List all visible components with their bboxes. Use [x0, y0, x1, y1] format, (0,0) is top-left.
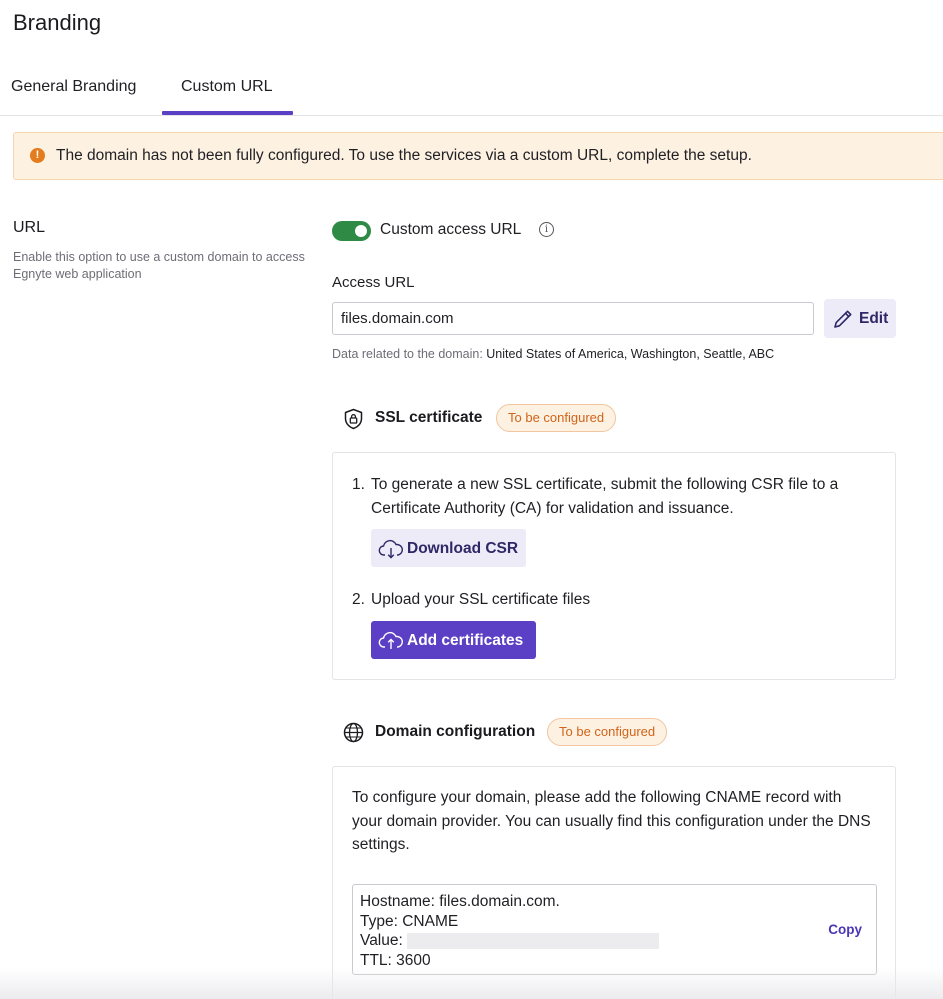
domain-config-title: Domain configuration — [375, 723, 536, 740]
record-ttl: TTL: 3600 — [360, 951, 431, 969]
url-section-title: URL — [13, 219, 46, 236]
edit-button-label: Edit — [859, 310, 889, 327]
custom-url-toggle[interactable] — [332, 221, 371, 241]
domain-config-description: To configure your domain, please add the following CNAME record with your domain provider. You can usually find this configuration under the DNS settings. — [352, 789, 871, 853]
domain-info — [332, 347, 774, 361]
step-number: 1. — [352, 476, 365, 493]
ssl-section-title: SSL certificate — [375, 409, 483, 426]
step-number: 2. — [352, 591, 365, 608]
access-url-label: Access URL — [332, 274, 415, 291]
step-text: Upload your SSL certificate files — [371, 591, 591, 608]
active-tab-indicator — [162, 111, 293, 115]
domain-status-badge: To be configured — [547, 718, 667, 746]
banner-text: The domain has not been fully configured. To use the services via a custom URL, complete the setup. — [56, 147, 752, 164]
domain-info-prefix: Data related to the domain: — [332, 347, 483, 361]
step-text: To generate a new SSL certificate, submit the following CSR file to a Certificate Authority (CA) for validation and issuance. — [371, 476, 839, 517]
domain-info-value: United States of America, Washington, Seattle, ABC — [486, 347, 775, 361]
ssl-section-header — [343, 404, 643, 432]
ssl-card — [332, 452, 896, 680]
cloud-upload-icon — [378, 631, 404, 651]
record-value-row — [360, 931, 659, 951]
download-csr-label: Download CSR — [407, 540, 519, 557]
alert-circle-icon: ! — [30, 148, 45, 163]
toggle-knob — [355, 225, 367, 237]
download-csr-button[interactable] — [371, 529, 526, 567]
record-value-label: Value: — [360, 932, 403, 949]
record-type: Type: CNAME — [360, 912, 459, 930]
ssl-status-badge: To be configured — [496, 404, 616, 432]
add-certificates-label: Add certificates — [407, 632, 524, 649]
cloud-download-icon — [378, 539, 404, 559]
url-section-description: Enable this option to use a custom domain to access Egnyte web application — [13, 250, 305, 281]
tab-bar — [0, 62, 943, 116]
pencil-icon — [832, 308, 854, 330]
add-certificates-button[interactable] — [371, 621, 536, 659]
edit-button[interactable] — [824, 299, 896, 338]
cname-record-lines — [360, 892, 659, 970]
redacted-value — [407, 933, 659, 949]
tab-custom-url[interactable]: Custom URL — [181, 78, 273, 95]
globe-icon — [343, 722, 364, 743]
shield-lock-icon — [343, 408, 364, 430]
toggle-label: Custom access URL — [380, 221, 522, 238]
access-url-input[interactable] — [332, 302, 814, 335]
domain-config-header — [343, 718, 683, 746]
info-icon[interactable]: i — [539, 222, 554, 237]
warning-banner — [13, 132, 943, 180]
domain-config-card — [332, 766, 896, 999]
copy-button[interactable]: Copy — [828, 922, 862, 937]
cname-record-box — [352, 884, 877, 975]
tab-general-branding[interactable]: General Branding — [11, 78, 137, 95]
page-title: Branding — [13, 10, 102, 35]
record-hostname: Hostname: files.domain.com. — [360, 893, 560, 910]
